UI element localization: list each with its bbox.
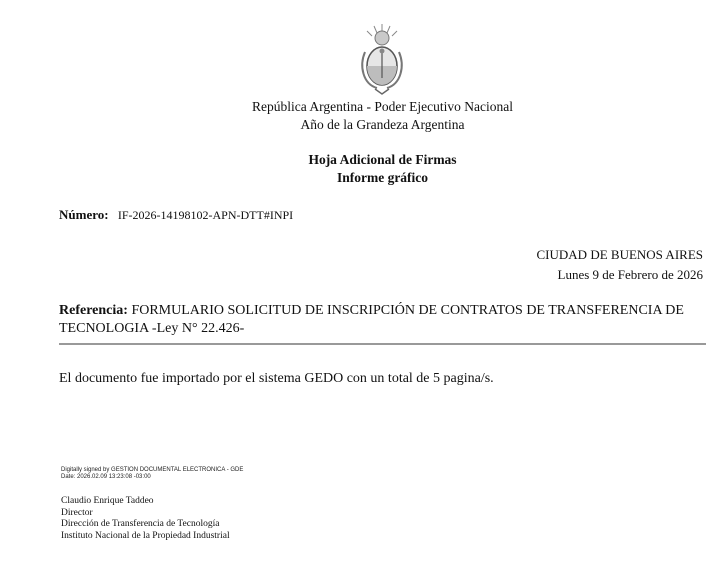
body-text: El documento fue importado por el sistema GEDO con un total de 5 pagina/s. <box>59 371 494 386</box>
date: Lunes 9 de Febrero de 2026 <box>557 267 703 282</box>
number-value: IF-2026-14198102-APN-DTT#INPI <box>117 208 294 222</box>
signature-date: Date: 2026.02.09 13:23:08 -03:00 <box>61 474 151 480</box>
digital-signature-stamp <box>61 467 243 481</box>
signer-block <box>61 496 230 542</box>
year-motto: Año de la Grandeza Argentina <box>300 117 465 132</box>
coat-of-arms-icon <box>357 22 407 98</box>
signer-institution: Instituto Nacional de la Propiedad Industrial <box>61 530 230 541</box>
signature-signed-by: Digitally signed by GESTION DOCUMENTAL ELECTRONICA - GDE <box>61 467 244 473</box>
document-title: Hoja Adicional de Firmas <box>308 152 457 167</box>
reference-text: FORMULARIO SOLICITUD DE INSCRIPCIÓN DE CONTRATOS DE TRANSFERENCIA DE TECNOLOGIA -Ley N° 22.426- <box>59 303 684 336</box>
number-label: Número: <box>59 207 109 222</box>
signer-position: Director <box>61 507 93 518</box>
government-header: República Argentina - Poder Ejecutivo Nacional <box>251 99 514 114</box>
reference-label: Referencia: <box>59 303 128 318</box>
divider <box>59 343 706 345</box>
signer-office: Dirección de Transferencia de Tecnología <box>61 519 220 529</box>
document-subtitle: Informe gráfico <box>336 170 429 185</box>
reference <box>59 302 699 338</box>
signer-name: Claudio Enrique Taddeo <box>61 496 154 506</box>
city: CIUDAD DE BUENOS AIRES <box>536 247 703 262</box>
document-number <box>59 207 293 223</box>
